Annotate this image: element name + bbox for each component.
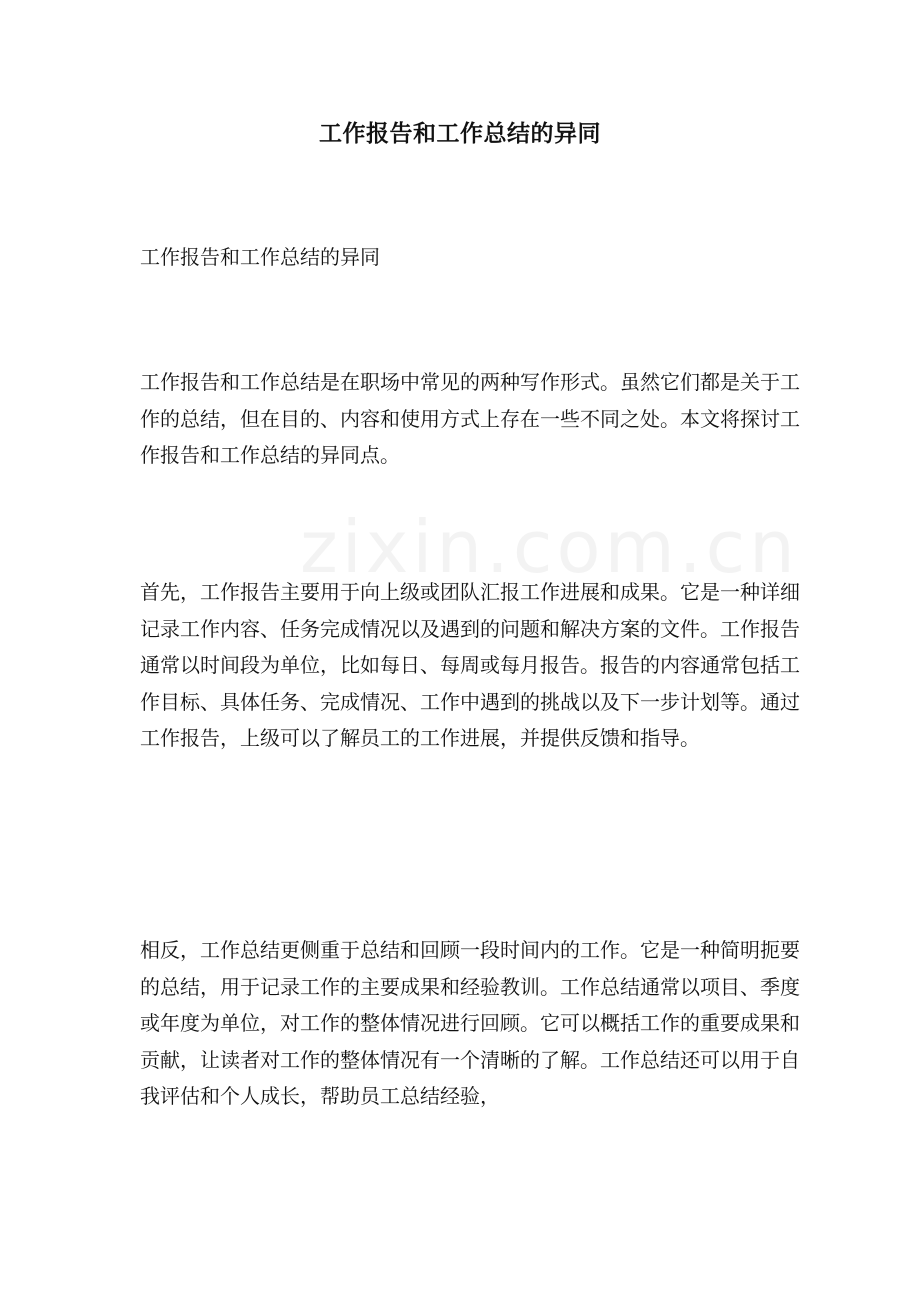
paragraph-intro: 工作报告和工作总结是在职场中常见的两种写作形式。虽然它们都是关于工作的总结，但在目的、内容和使用方式上存在一些不同之处。本文将探讨工作报告和工作总结的异同点。 xyxy=(140,370,800,467)
document-title: 工作报告和工作总结的异同 xyxy=(319,120,601,147)
watermark: zixin.com.cn xyxy=(300,505,799,589)
paragraph-work-summary: 相反，工作总结更侧重于总结和回顾一段时间内的工作。它是一种简明扼要的总结，用于记录工作的主要成果和经验教训。工作总结通常以项目、季度或年度为单位，对工作的整体情况进行回顾。它可以概括工作的重要成果和贡献，让读者对工作的整体情况有一个清晰的了解。工作总结还可以用于自我评估和个人成长，帮助员工总结经验， xyxy=(140,938,800,1108)
document-subtitle: 工作报告和工作总结的异同 xyxy=(140,245,380,269)
paragraph-work-report: 首先，工作报告主要用于向上级或团队汇报工作进展和成果。它是一种详细记录工作内容、任务完成情况以及遇到的问题和解决方案的文件。工作报告通常以时间段为单位，比如每日、每周或每月报告。报告的内容通常包括工作目标、具体任务、完成情况、工作中遇到的挑战以及下一步计划等。通过工作报告，上级可以了解员工的工作进展，并提供反馈和指导。 xyxy=(140,580,800,750)
